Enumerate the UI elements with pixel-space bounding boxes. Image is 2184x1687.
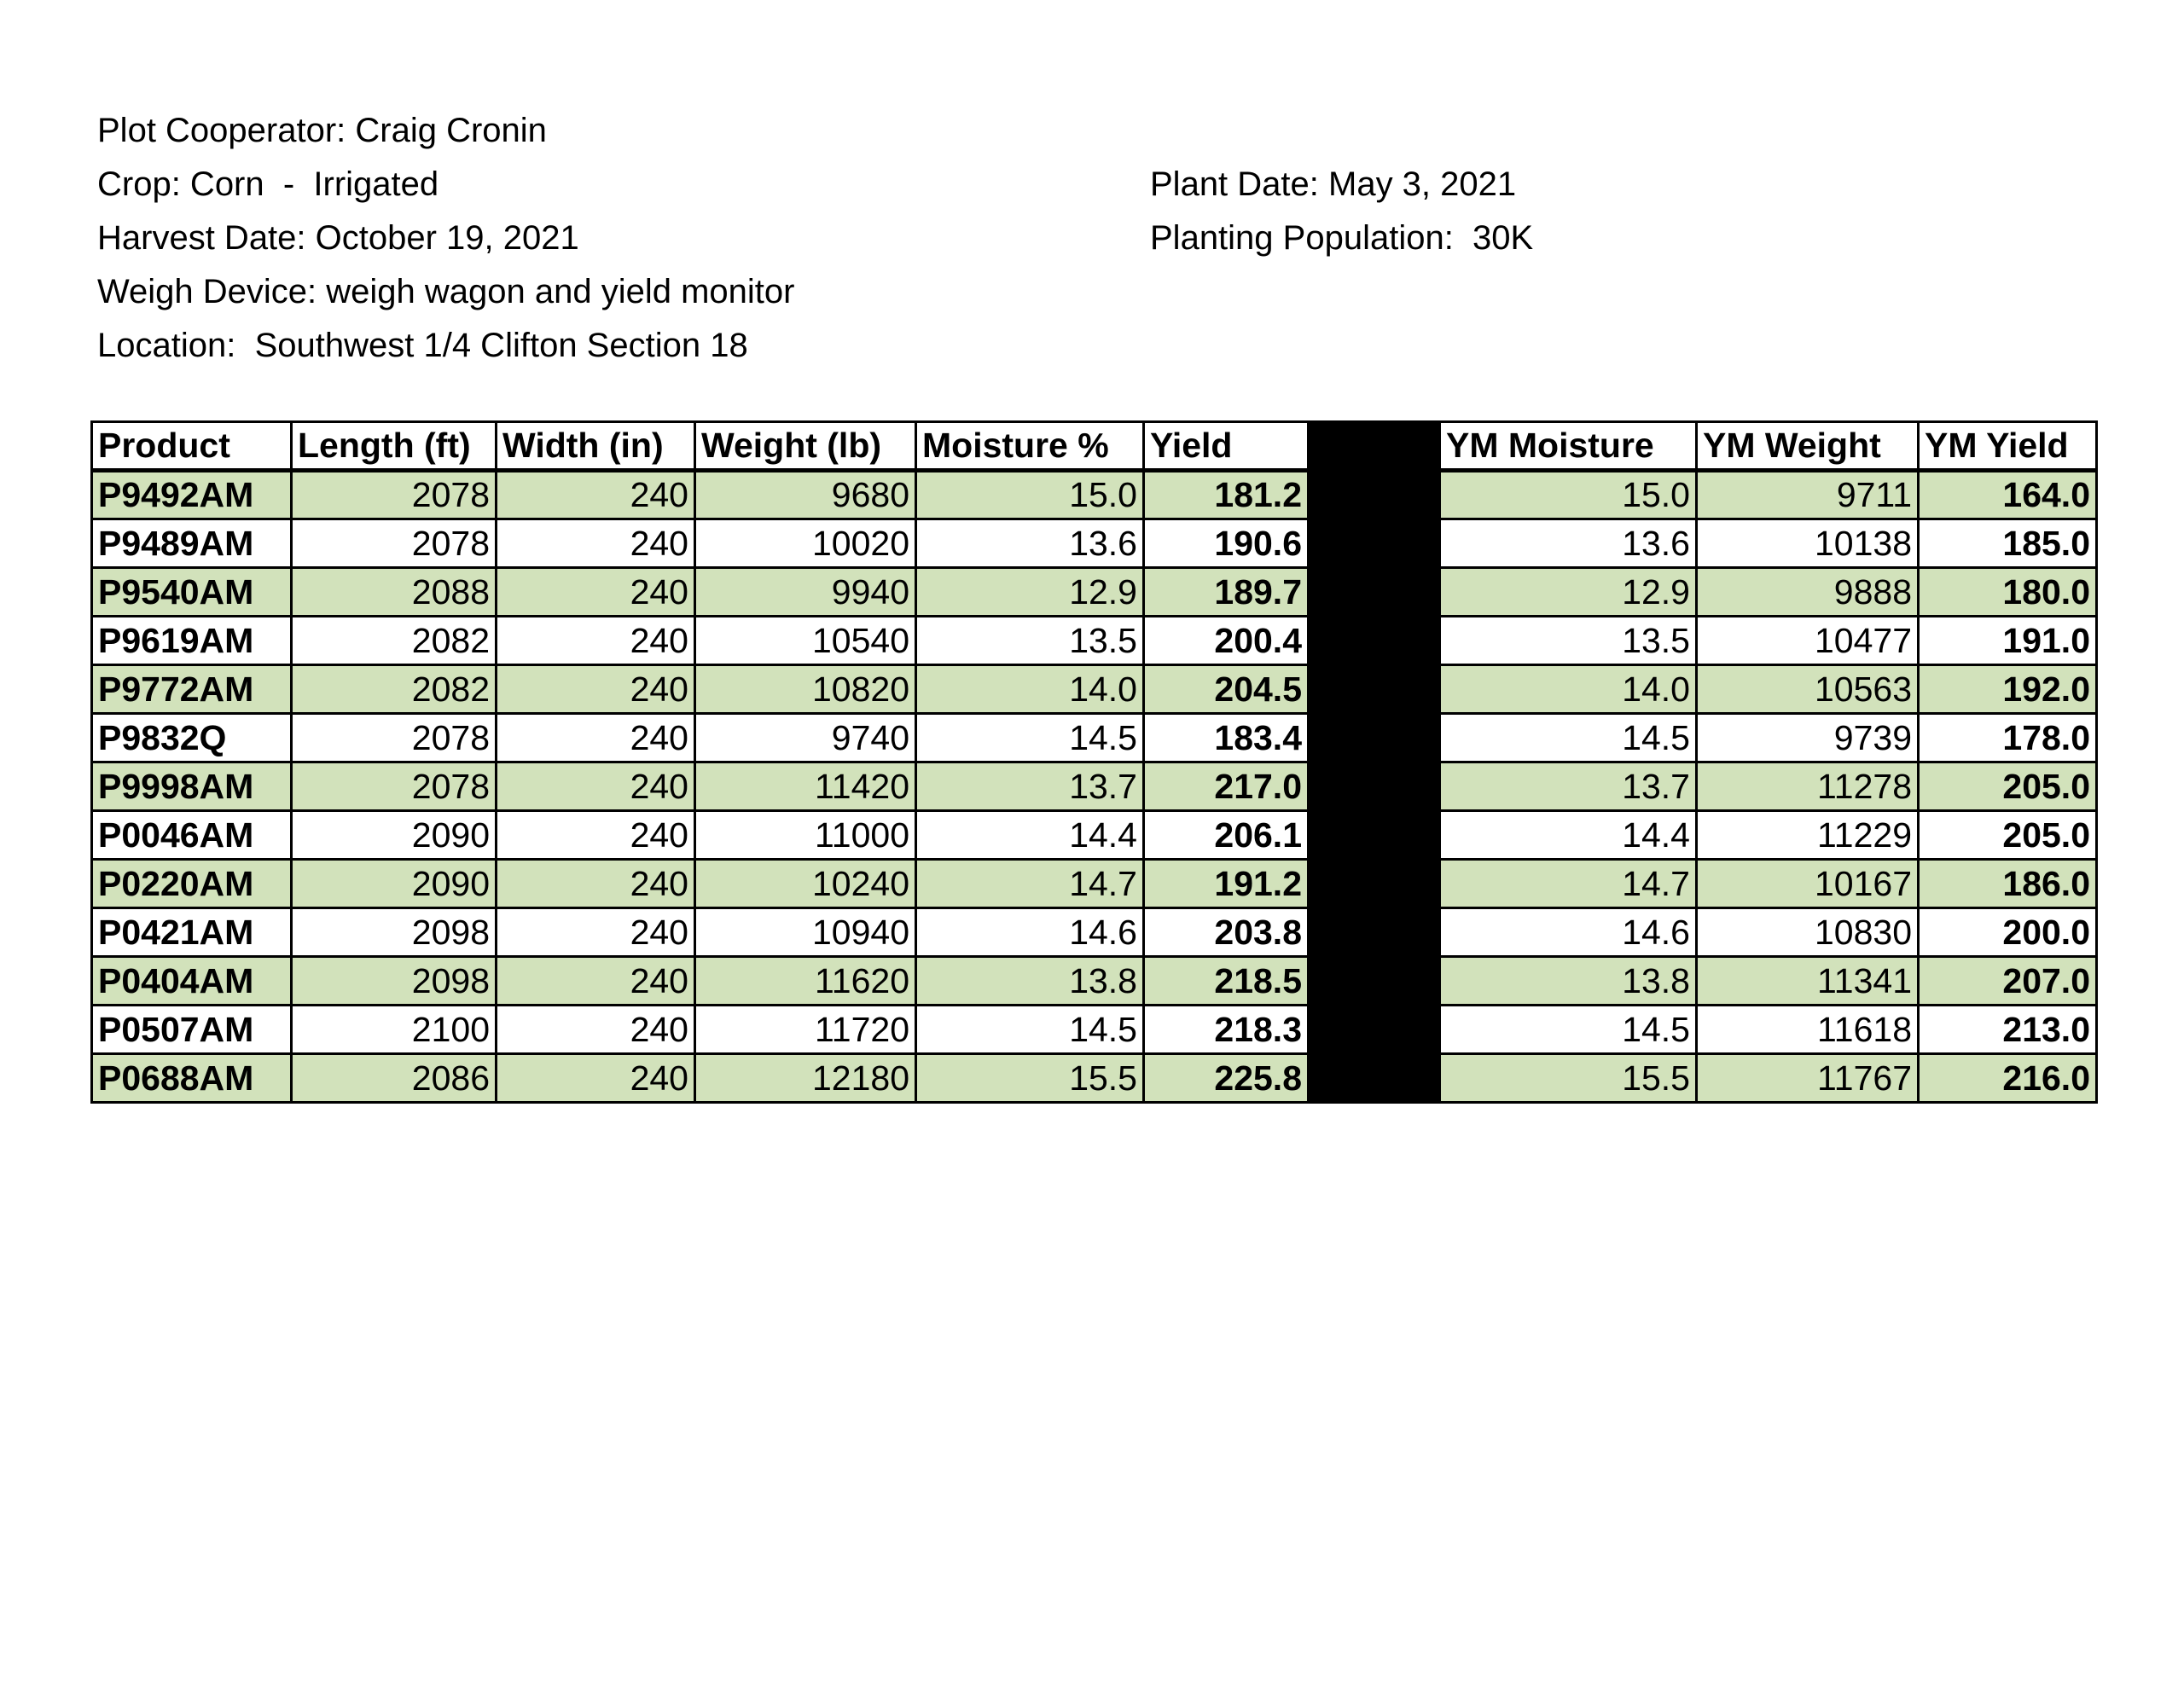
cell-product: P9489AM [92,519,292,568]
cell-product: P0421AM [92,908,292,957]
cell-yield: 218.3 [1144,1006,1309,1054]
plant-date: Plant Date: May 3, 2021 [1150,165,1517,203]
cell-moisture: 15.0 [916,471,1144,519]
cell-ym-weight: 10138 [1697,519,1919,568]
cell-product: P9619AM [92,617,292,665]
cell-ym-moisture: 12.9 [1440,568,1697,617]
separator-column [1309,422,1440,471]
cell-product: P0046AM [92,811,292,860]
separator-cell [1309,1054,1440,1103]
table-row [92,714,2097,762]
table-row [92,762,2097,811]
col-header-moisture: Moisture % [916,422,1144,471]
cell-ym-yield: 200.0 [1919,908,2097,957]
cell-ym-weight: 9711 [1697,471,1919,519]
cell-product: P0688AM [92,1054,292,1103]
separator-cell [1309,519,1440,568]
table-row [92,1006,2097,1054]
cell-ym-weight: 11278 [1697,762,1919,811]
cell-moisture: 14.4 [916,811,1144,860]
cell-ym-weight: 11767 [1697,1054,1919,1103]
cell-moisture: 14.5 [916,714,1144,762]
cell-ym-yield: 205.0 [1919,762,2097,811]
cell-length: 2088 [292,568,497,617]
cell-moisture: 13.6 [916,519,1144,568]
cell-moisture: 13.7 [916,762,1144,811]
cell-ym-yield: 164.0 [1919,471,2097,519]
cell-width: 240 [497,1054,695,1103]
col-header-yield: Yield [1144,422,1309,471]
cell-ym-moisture: 15.0 [1440,471,1697,519]
separator-cell [1309,471,1440,519]
cell-ym-yield: 186.0 [1919,860,2097,908]
cell-weight: 11000 [695,811,916,860]
cell-length: 2098 [292,957,497,1006]
col-header-ym-yield: YM Yield [1919,422,2097,471]
cell-weight: 12180 [695,1054,916,1103]
table-row [92,519,2097,568]
cell-yield: 204.5 [1144,665,1309,714]
cell-length: 2078 [292,762,497,811]
harvest-date: Harvest Date: October 19, 2021 [97,219,579,257]
cell-moisture: 14.5 [916,1006,1144,1054]
cell-ym-moisture: 13.7 [1440,762,1697,811]
cell-product: P9540AM [92,568,292,617]
cell-ym-yield: 216.0 [1919,1054,2097,1103]
cell-ym-weight: 10830 [1697,908,1919,957]
col-header-width: Width (in) [497,422,695,471]
cell-ym-moisture: 14.6 [1440,908,1697,957]
cell-ym-yield: 205.0 [1919,811,2097,860]
cell-width: 240 [497,471,695,519]
planting-population: Planting Population: 30K [1150,219,1534,257]
col-header-weight: Weight (lb) [695,422,916,471]
cell-yield: 183.4 [1144,714,1309,762]
cell-moisture: 14.7 [916,860,1144,908]
cell-weight: 11720 [695,1006,916,1054]
cell-weight: 9680 [695,471,916,519]
cell-moisture: 14.6 [916,908,1144,957]
cell-width: 240 [497,568,695,617]
table-row [92,908,2097,957]
cell-ym-moisture: 15.5 [1440,1054,1697,1103]
separator-cell [1309,908,1440,957]
cell-ym-moisture: 14.7 [1440,860,1697,908]
col-header-product: Product [92,422,292,471]
cell-ym-yield: 213.0 [1919,1006,2097,1054]
cell-ym-moisture: 14.5 [1440,1006,1697,1054]
cell-weight: 10540 [695,617,916,665]
cell-width: 240 [497,860,695,908]
cell-weight: 10240 [695,860,916,908]
cell-length: 2082 [292,665,497,714]
cell-weight: 11420 [695,762,916,811]
cell-ym-weight: 11618 [1697,1006,1919,1054]
cell-product: P0507AM [92,1006,292,1054]
cell-width: 240 [497,762,695,811]
separator-cell [1309,1006,1440,1054]
cell-ym-moisture: 13.8 [1440,957,1697,1006]
cell-ym-yield: 191.0 [1919,617,2097,665]
cell-yield: 218.5 [1144,957,1309,1006]
cell-width: 240 [497,1006,695,1054]
cell-ym-weight: 9739 [1697,714,1919,762]
cell-ym-yield: 192.0 [1919,665,2097,714]
table-row [92,617,2097,665]
separator-cell [1309,957,1440,1006]
col-header-ym-moisture: YM Moisture [1440,422,1697,471]
cell-moisture: 15.5 [916,1054,1144,1103]
cell-product: P9492AM [92,471,292,519]
cell-moisture: 13.8 [916,957,1144,1006]
cell-yield: 217.0 [1144,762,1309,811]
cell-ym-yield: 178.0 [1919,714,2097,762]
cell-ym-moisture: 13.6 [1440,519,1697,568]
cell-ym-weight: 10563 [1697,665,1919,714]
table-row [92,811,2097,860]
col-header-ym-weight: YM Weight [1697,422,1919,471]
cell-weight: 9940 [695,568,916,617]
cell-length: 2082 [292,617,497,665]
cell-ym-moisture: 13.5 [1440,617,1697,665]
cell-length: 2090 [292,811,497,860]
cell-product: P9998AM [92,762,292,811]
cell-ym-weight: 11341 [1697,957,1919,1006]
table-row [92,568,2097,617]
cell-moisture: 14.0 [916,665,1144,714]
cell-weight: 10820 [695,665,916,714]
cell-width: 240 [497,957,695,1006]
cell-width: 240 [497,714,695,762]
cell-yield: 206.1 [1144,811,1309,860]
cell-product: P0220AM [92,860,292,908]
yield-table [90,420,2098,1104]
weigh-device: Weigh Device: weigh wagon and yield monitor [97,273,795,310]
cell-weight: 10940 [695,908,916,957]
cell-ym-moisture: 14.4 [1440,811,1697,860]
cell-length: 2100 [292,1006,497,1054]
crop-info: Crop: Corn - Irrigated [97,165,439,203]
cell-moisture: 12.9 [916,568,1144,617]
cell-length: 2078 [292,519,497,568]
col-header-length: Length (ft) [292,422,497,471]
cell-moisture: 13.5 [916,617,1144,665]
cell-weight: 9740 [695,714,916,762]
cell-ym-weight: 10477 [1697,617,1919,665]
cell-length: 2078 [292,714,497,762]
separator-cell [1309,860,1440,908]
cell-ym-yield: 207.0 [1919,957,2097,1006]
location: Location: Southwest 1/4 Clifton Section 18 [97,327,748,364]
cell-ym-yield: 180.0 [1919,568,2097,617]
table-header-row [92,422,2097,471]
table-row [92,860,2097,908]
separator-cell [1309,762,1440,811]
cell-width: 240 [497,665,695,714]
cell-width: 240 [497,519,695,568]
table-row [92,665,2097,714]
table-row [92,471,2097,519]
separator-cell [1309,714,1440,762]
cell-width: 240 [497,811,695,860]
separator-cell [1309,665,1440,714]
cell-length: 2098 [292,908,497,957]
cell-product: P0404AM [92,957,292,1006]
cell-product: P9832Q [92,714,292,762]
cell-yield: 200.4 [1144,617,1309,665]
cell-ym-weight: 10167 [1697,860,1919,908]
cell-ym-moisture: 14.0 [1440,665,1697,714]
cell-length: 2078 [292,471,497,519]
cell-ym-weight: 11229 [1697,811,1919,860]
separator-cell [1309,811,1440,860]
plot-cooperator: Plot Cooperator: Craig Cronin [97,112,547,149]
table-row [92,1054,2097,1103]
cell-width: 240 [497,908,695,957]
cell-length: 2090 [292,860,497,908]
cell-weight: 10020 [695,519,916,568]
separator-cell [1309,568,1440,617]
separator-cell [1309,617,1440,665]
cell-yield: 181.2 [1144,471,1309,519]
cell-ym-moisture: 14.5 [1440,714,1697,762]
table-row [92,957,2097,1006]
cell-weight: 11620 [695,957,916,1006]
cell-yield: 189.7 [1144,568,1309,617]
cell-yield: 203.8 [1144,908,1309,957]
cell-ym-yield: 185.0 [1919,519,2097,568]
cell-yield: 190.6 [1144,519,1309,568]
cell-ym-weight: 9888 [1697,568,1919,617]
cell-width: 240 [497,617,695,665]
cell-yield: 191.2 [1144,860,1309,908]
cell-length: 2086 [292,1054,497,1103]
cell-yield: 225.8 [1144,1054,1309,1103]
cell-product: P9772AM [92,665,292,714]
